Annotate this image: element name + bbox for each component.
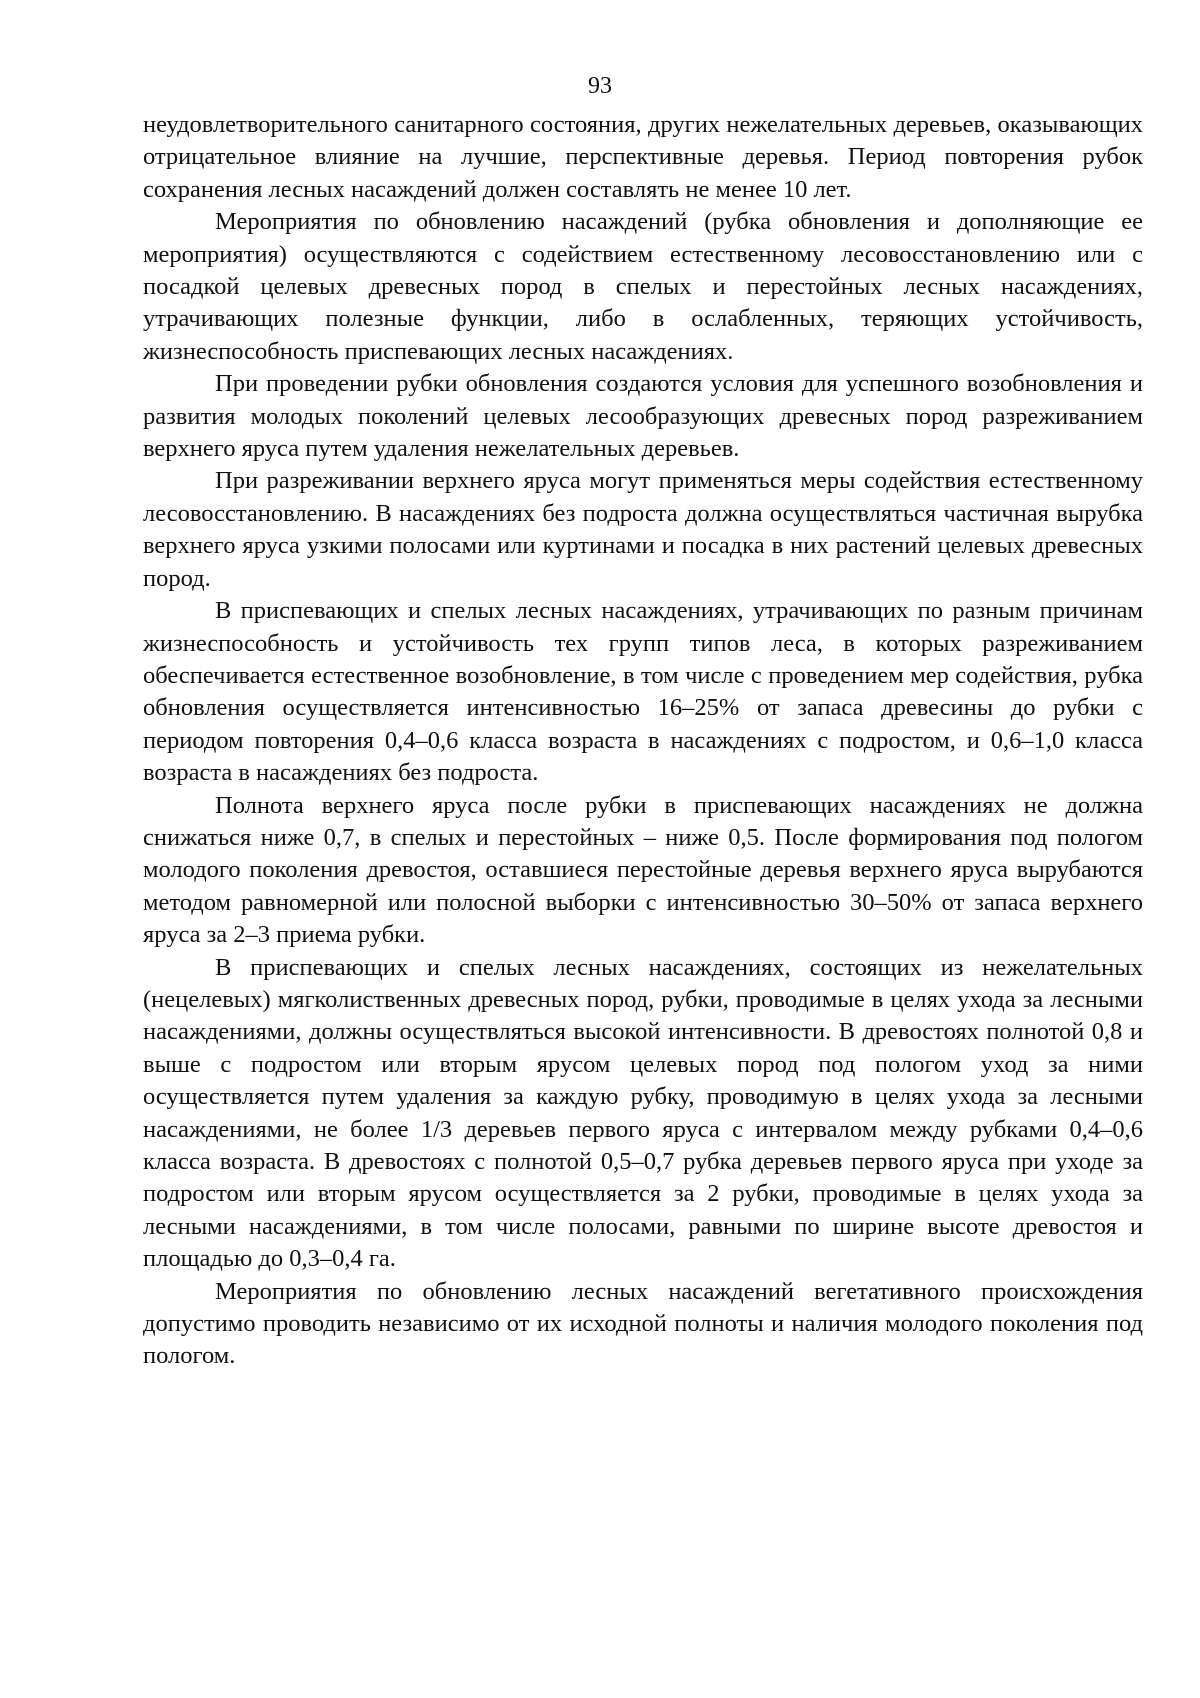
paragraph-renewal-conditions: При проведении рубки обновления создаются условия для успешного возобновления и развития молодых поколений целевых лесообразующих древесных пород разреживанием верхнего яруса путем удаления нежелательных деревьев. xyxy=(143,370,1143,463)
document-body xyxy=(143,109,1143,1373)
paragraph-thinning-upper-layer: При разреживании верхнего яруса могут применяться меры содействия естественному лесовосстановлению. В насаждениях без подроста должна осуществляться частичная вырубка верхнего яруса узкими полосами или куртинами и посадка в них растений целевых древесных пород. xyxy=(143,467,1143,592)
paragraph-vegetative-origin: Мероприятия по обновлению лесных насаждений вегетативного происхождения допустимо проводить независимо от их исходной полноты и наличия молодого поколения под пологом. xyxy=(143,1277,1143,1370)
paragraph-softwood-stands: В приспевающих и спелых лесных насаждениях, состоящих из нежелательных (нецелевых) мягколиственных древесных пород, рубки, проводимые в целях ухода за лесными насаждениями, должны осуществляться высокой интенсивности. В древостоях полнотой 0,8 и выше с подростом или вторым ярусом целевых пород под пологом уход за ними осуществляется путем удаления за каждую рубку, проводимую в целях ухода за лесными насаждениями, не более 1/3 деревьев первого яруса с интервалом между рубками 0,4–0,6 класса возраста. В древостоях с полнотой 0,5–0,7 рубка деревьев первого яруса при уходе за подростом или вторым ярусом осуществляется за 2 рубки, проводимые в целях ухода за лесными насаждениями, в том числе полосами, равными по ширине высоте древостоя и площадью до 0,3–0,4 га. xyxy=(143,953,1143,1273)
paragraph-renewal-measures: Мероприятия по обновлению насаждений (рубка обновления и дополняющие ее мероприятия) осуществляются с содействием естественному лесовосстановлению или с посадкой целевых древесных пород в спелых и перестойных лесных насаждениях, утрачивающих полезные функции, либо в ослабленных, теряющих устойчивость, жизнеспособность приспевающих лесных насаждениях. xyxy=(143,208,1143,365)
paragraph-upper-layer-density: Полнота верхнего яруса после рубки в приспевающих насаждениях не должна снижаться ниже 0,7, в спелых и перестойных – ниже 0,5. После формирования под пологом молодого поколения древостоя, оставшиеся перестойные деревья верхнего яруса вырубаются методом равномерной или полосной выборки с интенсивностью 30–50% от запаса верхнего яруса за 2–3 приема рубки. xyxy=(143,791,1143,949)
paragraph-renewal-intensity: В приспевающих и спелых лесных насаждениях, утрачивающих по разным причинам жизнеспособность и устойчивость тех групп типов леса, в которых разреживанием обеспечивается естественное возобновление, в том числе с проведением мер содействия, рубка обновления осуществляется интенсивностью 16–25% от запаса древесины до рубки с периодом повторения 0,4–0,6 класса возраста в насаждениях с подростом, и 0,6–1,0 класса возраста в насаждениях без подроста. xyxy=(143,597,1143,787)
page-number: 93 xyxy=(588,73,612,99)
paragraph-continuation: неудовлетворительного санитарного состояния, других нежелательных деревьев, оказывающих отрицательное влияние на лучшие, перспективные деревья. Период повторения рубок сохранения лесных насаждений должен составлять не менее 10 лет. xyxy=(143,111,1143,203)
